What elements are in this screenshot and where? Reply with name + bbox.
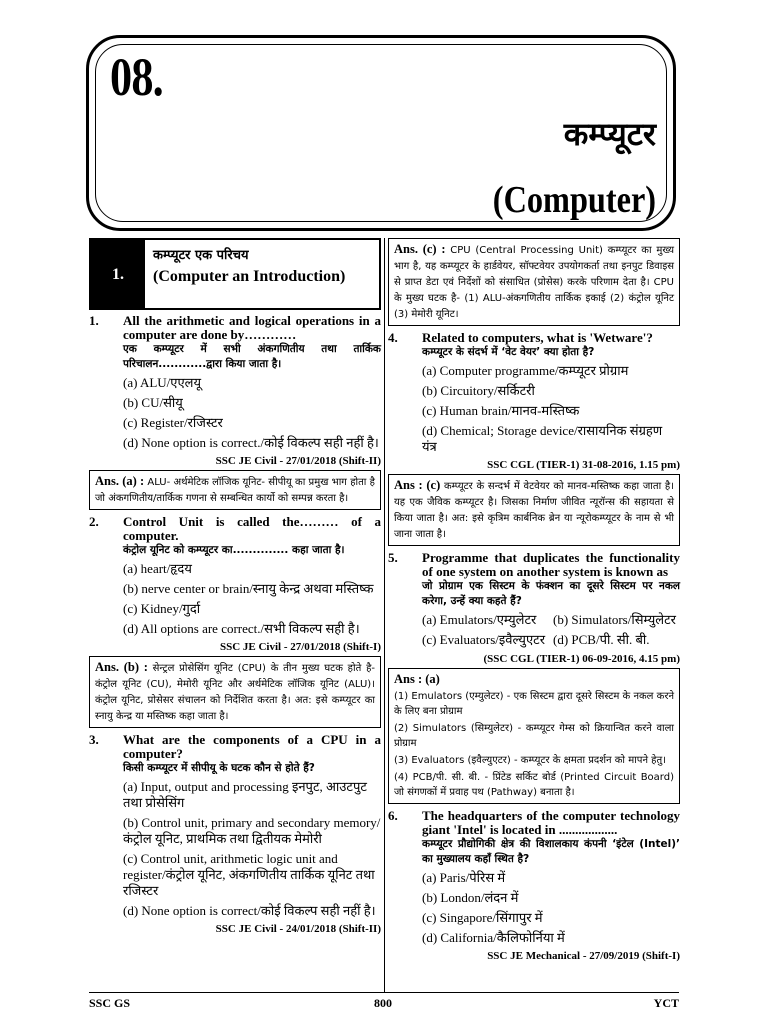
option-d: (d) California/कैलिफोर्निया में [422,930,565,945]
question-5 [388,551,680,666]
option-d: (d) All options are correct./सभी विकल्प सही है। [123,621,360,636]
question-number: 4. [388,330,398,345]
option-a: (a) Paris/पेरिस में [422,870,506,885]
question-number: 3. [89,732,99,747]
question-4 [388,331,680,472]
question-1 [89,314,381,468]
question-text-english: The headquarters of the computer technology giant 'Intel' is located in .................. [422,808,680,837]
answer-explanation: कम्प्यूटर के सन्दर्भ में वेटवेयर को मानव-मस्तिष्क कहा जाता है। यह एक जैविक कम्प्यूटर है। जिसका निर्माण जीवित न्यूरॉन्स की सहायता से किया जाता है। अत: इसे कृत्रिम कार्बनिक ब्रेन या न्यूरोकम्प्यूटर के नाम से भी जाना जाता है। [394,481,674,540]
exam-source: (SSC CGL (TIER-1) 06-09-2016, 4.15 pm) [483,653,680,665]
exam-source: SSC JE Mechanical - 27/09/2019 (Shift-I) [487,950,680,962]
option-b: (b) Circuitory/सर्किटरी [422,383,535,398]
question-number: 6. [388,808,398,823]
question-number: 1. [89,313,99,328]
options-list [89,375,381,451]
answer-explanation: ALU- अर्थमेटिक लॉजिक यूनिट- सीपीयू का प्रमुख भाग होता है जो अंकगणितीय/तार्किक गणना से सम्बन्धित कार्यो को सम्पन्न करता है। [95,477,375,504]
answer-label: Ans. (b) : [95,660,148,674]
question-text-english: What are the components of a CPU in a computer? [123,732,381,761]
footer-book-name: SSC GS [89,996,131,1010]
option-c: (c) Human brain/मानव-मस्तिष्क [422,403,580,418]
options-list [388,612,680,652]
question-3 [89,733,381,936]
option-b: (b) Control unit, primary and secondary memory/कंट्रोल यूनिट, प्राथमिक तथा द्वितीयक मेमोरी [123,815,381,846]
question-text-hindi: एक कम्प्यूटर में सभी अंकगणितीय तथा तार्किक परिचालन............द्वारा किया जाता है। [123,343,381,370]
answer-box-1 [89,470,381,510]
option-b: (b) nerve center or brain/स्नायु केन्द्र अथवा मस्तिष्क [123,581,374,596]
section-titles [145,240,353,308]
option-d: (d) Chemical; Storage device/रासायनिक संग्रहण यंत्र [422,423,663,454]
question-text-english: All the arithmetic and logical operations in a computer are done by………… [123,313,381,342]
option-d: (d) None option is correct/कोई विकल्प सही नहीं है। [123,903,376,918]
question-number: 2. [89,514,99,529]
left-column [89,238,381,938]
answer-label: Ans : (a) [394,672,440,686]
answer-box-4 [388,474,680,546]
question-text-hindi: किसी कम्प्यूटर में सीपीयू के घटक कौन से होते हैं? [123,762,315,774]
answer-label: Ans : (c) [394,478,441,492]
question-2 [89,515,381,654]
option-a: (a) Emulators/एम्युलेटर [422,612,537,627]
section-heading-box [89,238,381,310]
section-number: 1. [91,240,145,308]
option-d: (d) None option is correct./कोई विकल्प सही नहीं है। [123,435,379,450]
question-number: 5. [388,550,398,565]
right-column [388,238,680,965]
page-number: 800 [374,996,392,1010]
option-c: (c) Evaluators/इवैल्युएटर [422,632,546,647]
chapter-title-hindi: कम्प्यूटर [563,115,656,153]
answer-list-item: (3) Evaluators (इवैल्युएटर) - कम्प्यूटर के क्षमता प्रदर्शन को मापने हेतु। [394,755,666,766]
option-c: (c) Kidney/गुर्दा [123,601,201,616]
footer-publisher: YCT [653,996,679,1010]
option-a: (a) Input, output and processing इनपुट, आउटपुट तथा प्रोसेसिंग [123,779,367,810]
question-text-hindi: कम्प्यूटर के संदर्भ में ‘वेट वेयर’ क्या होता है? [422,346,595,358]
answer-box-3 [388,238,680,326]
question-text-hindi: जो प्रोग्राम एक सिस्टम के फंक्शन का दूसरे सिस्टम पर नकल करेगा, उन्हें क्या कहते हैं? [422,580,680,607]
section-title-hindi: कम्प्यूटर एक परिचय [153,248,249,263]
chapter-number: 08. [110,47,163,107]
column-divider [384,238,385,992]
answer-list-item: (1) Emulators (एम्युलेटर) - एक सिस्टम द्वारा दूसरे सिस्टम के नकल करने के लिए बना प्रोग्राम [394,691,674,717]
answer-explanation: सेन्ट्रल प्रोसेसिंग यूनिट (CPU) के तीन मुख्य घटक होते है- कंट्रोल यूनिट (CU), मेमोरी यूनिट और अर्थमेटिक लॉजिक यूनिट (ALU)। कंट्रोल यूनिट, प्रोसेसर संचालन को निर्देशित करता है। अत: इसे कम्प्यूटर का स्नायु केन्द्र या मस्तिष्क कहा जाता है। [95,663,375,722]
options-list [388,363,680,455]
answer-label: Ans. (c) : [394,242,446,256]
option-a: (a) Computer programme/कम्प्यूटर प्रोग्राम [422,363,629,378]
exam-source: SSC JE Civil - 24/01/2018 (Shift-II) [215,923,381,935]
option-b: (b) London/लंदन में [422,890,519,905]
footer-rule [89,992,679,993]
answer-explanation: CPU (Central Processing Unit) कम्प्यूटर का मुख्य भाग है, यह कम्प्यूटर के हार्डवेयर, सॉफ्टवेयर उपयोगकर्ता तथा इनपुट डिवाइस से प्राप्त डेटा एवं निर्देशों को संसाधित (प्रोसेस) करके परिणाम देता है। CPU के मुख्य घटक है- (1) ALU-अंकगणितीय तार्किक इकाई (2) कंट्रोल यूनिट (3) मेमोरी यूनिट। [394,245,674,320]
exam-source: SSC JE Civil - 27/01/2018 (Shift-II) [215,455,381,467]
question-text-english: Programme that duplicates the functionality of one system on another system is known as [422,550,680,579]
question-text-english: Control Unit is called the……… of a computer. [123,514,381,543]
question-text-hindi: कम्प्यूटर प्रौद्योगिकी क्षेत्र की विशालकाय कंपनी ‘इंटेल (Intel)’ का मुख्यालय कहाँ स्थित है? [422,838,680,865]
question-text-english: Related to computers, what is 'Wetware'? [422,330,653,345]
question-text-hindi: कंट्रोल यूनिट को कम्प्यूटर का.............. कहा जाता है। [123,544,345,556]
options-list [388,870,680,946]
option-b: (b) Simulators/सिम्युलेटर [553,612,676,627]
answer-list-item: (2) Simulators (सिम्युलेटर) - कम्प्यूटर गेम्स को क्रियान्वित करने वाला प्रोग्राम [394,723,674,749]
option-c: (c) Register/रजिस्टर [123,415,223,430]
options-list [89,561,381,637]
question-6 [388,809,680,963]
option-c: (c) Control unit, arithmetic logic unit and register/कंट्रोल यूनिट, अंकगणितीय तार्किक यूनिट तथा रजिस्टर [123,851,375,898]
option-a: (a) ALU/एएलयू [123,375,202,390]
chapter-title-english: (Computer) [492,179,656,221]
answer-box-2 [89,656,381,728]
exam-source: SSC CGL (TIER-1) 31-08-2016, 1.15 pm) [487,459,680,471]
answer-box-5 [388,668,680,804]
answer-label: Ans. (a) : [95,474,145,488]
option-d: (d) PCB/पी. सी. बी. [553,632,650,647]
answer-list-item: (4) PCB/पी. सी. बी. - प्रिंटेड सर्किट बोर्ड (Printed Circuit Board) जो संगणकों में प्रवाह पथ (Pathway) बनाता है। [394,772,674,798]
exam-source: SSC JE Civil - 27/01/2018 (Shift-I) [219,641,381,653]
option-a: (a) heart/हृदय [123,561,192,576]
option-c: (c) Singapore/सिंगापुर में [422,910,543,925]
options-list [89,779,381,919]
section-title-english: (Computer an Introduction) [153,268,346,285]
option-b: (b) CU/सीयू [123,395,183,410]
page-footer [89,996,679,1016]
